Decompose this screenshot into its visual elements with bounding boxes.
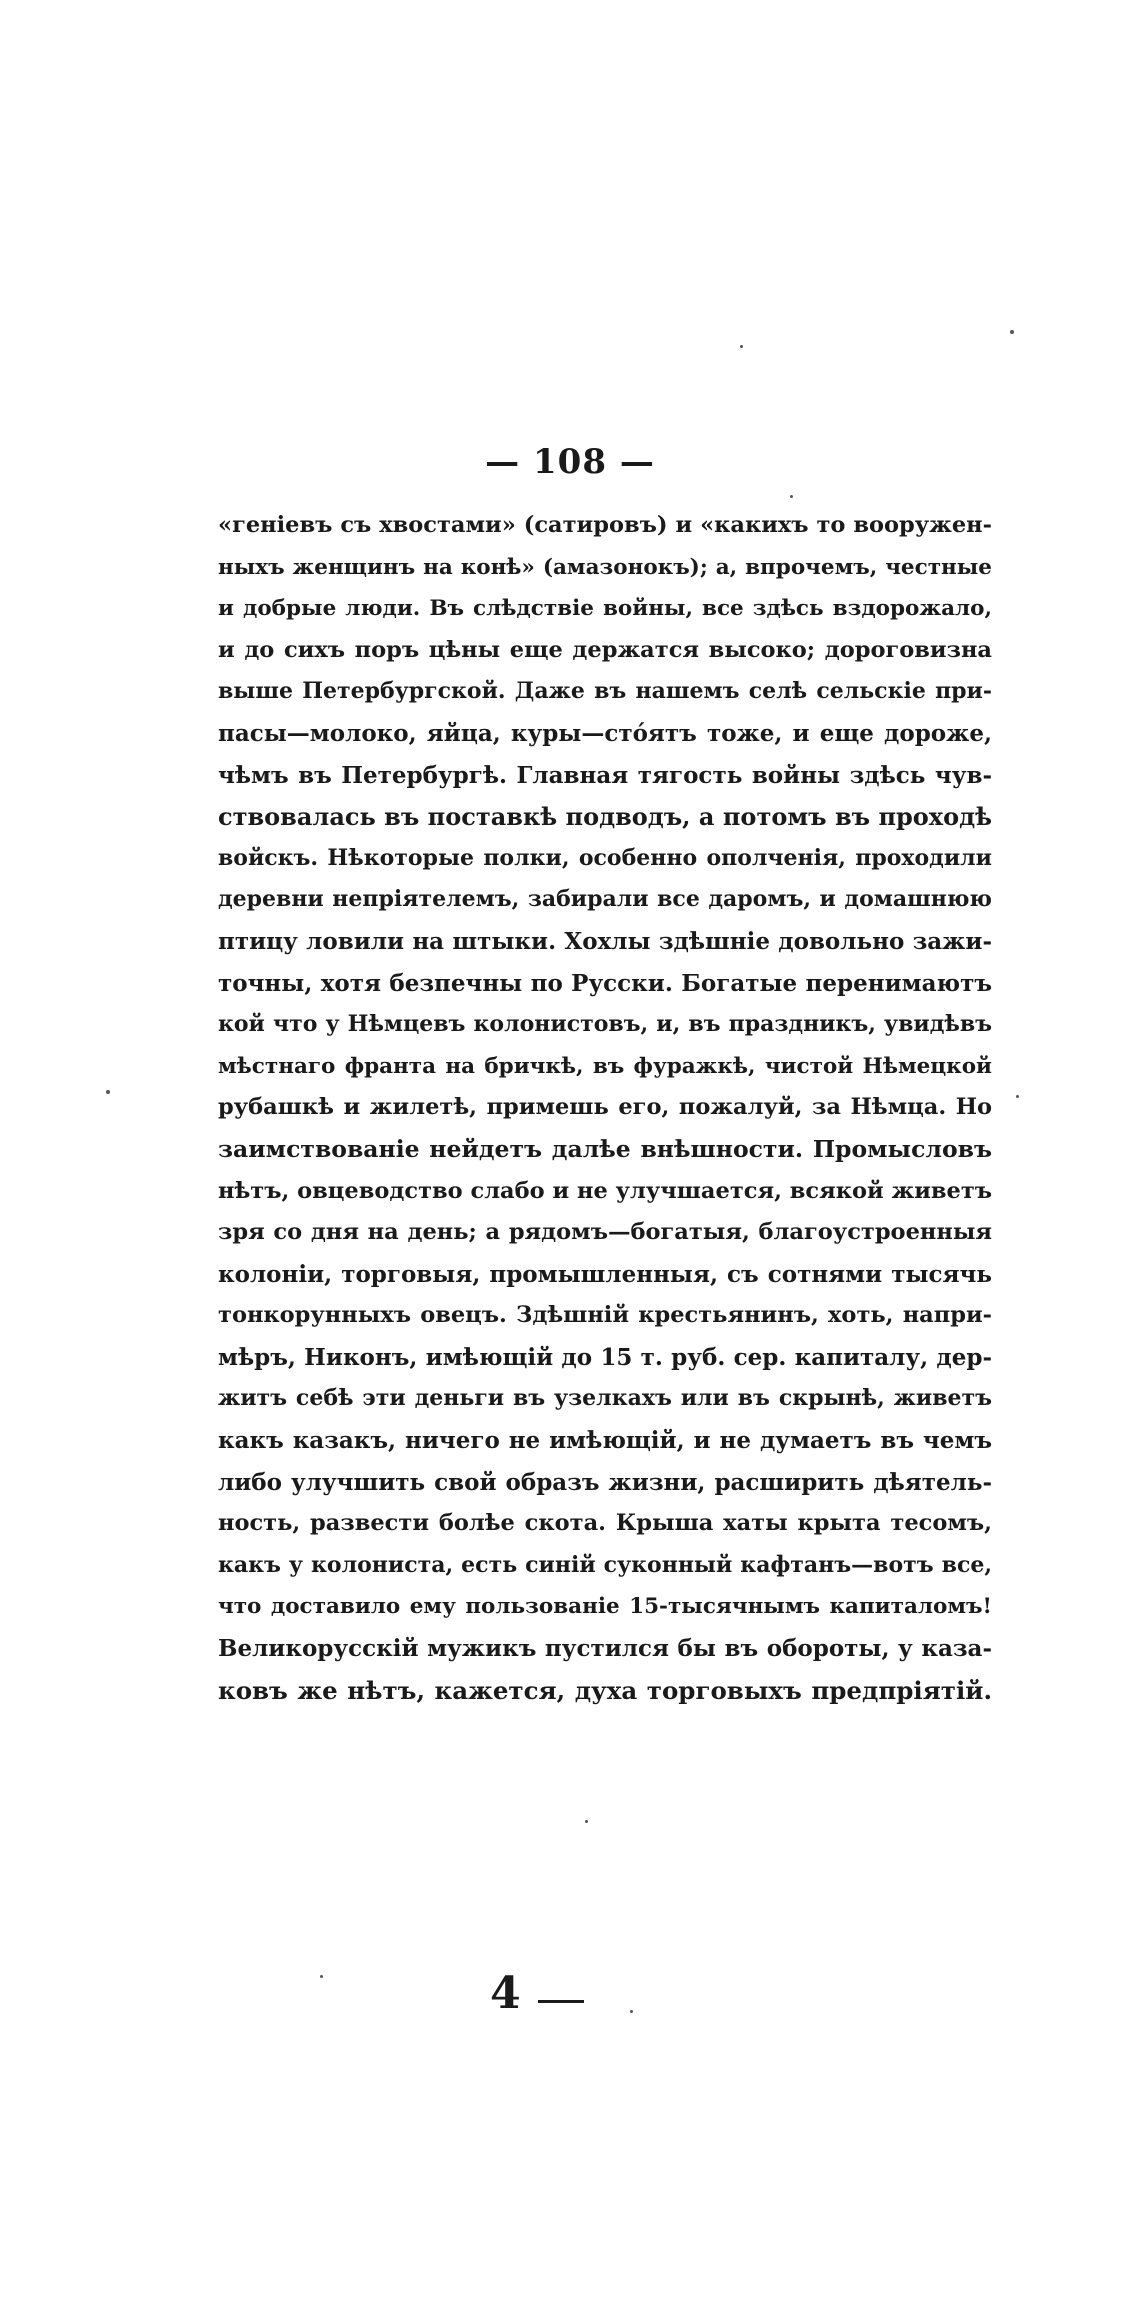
text-line: птицу ловили на штыки. Хохлы здѣшніе довольно зажи- — [218, 927, 992, 955]
text-line: Великорусскій мужикъ пустился бы въ обороты, у каза- — [218, 1635, 992, 1663]
scan-speck — [320, 1975, 323, 1978]
scan-speck — [790, 495, 793, 498]
scan-speck — [630, 2010, 633, 2013]
text-line: мѣръ, Никонъ, имѣющій до 15 т. руб. сер. капиталу, дер- — [218, 1343, 992, 1371]
text-line: ность, развести болѣе скота. Крыша хаты крыта тесомъ, — [218, 1510, 992, 1537]
signature-dash — [538, 2000, 584, 2003]
text-line: что доставило ему пользованіе 15-тысячнымъ капиталомъ! — [218, 1594, 992, 1620]
text-line: деревни непріятелемъ, забирали все даромъ, и домашнюю — [218, 886, 992, 913]
body-text — [218, 505, 992, 1711]
text-line: мѣстнаго франта на бричкѣ, въ фуражкѣ, чистой Нѣмецкой — [218, 1053, 992, 1079]
text-line: точны, хотя безпечны по Русски. Богатые перенимаютъ — [218, 969, 992, 997]
scan-speck — [1010, 330, 1014, 334]
text-line: заимствованіе нейдетъ далѣе внѣшности. Промысловъ — [218, 1134, 992, 1163]
text-line: либо улучшить свой образъ жизни, расширить дѣятель- — [218, 1468, 992, 1496]
scan-speck — [740, 345, 743, 348]
text-line: ныхъ женщинъ на конѣ» (амазонокъ); а, впрочемъ, честные — [218, 554, 992, 580]
text-line: ковъ же нѣтъ, кажется, духа торговыхъ предпріятій. — [218, 1675, 992, 1705]
signature-mark: 4 — [490, 1968, 521, 2019]
text-line: чѣмъ въ Петербургѣ. Главная тягость войны здѣсь чув- — [218, 761, 992, 789]
text-line: какъ у колониста, есть синій суконный кафтанъ—вотъ все, — [218, 1551, 992, 1578]
text-line: кой что у Нѣмцевъ колонистовъ, и, въ праздникъ, увидѣвъ — [218, 1011, 992, 1038]
text-line: и добрые люди. Въ слѣдствіе войны, все здѣсь вздорожало, — [218, 596, 992, 622]
text-line: ствовалась въ поставкѣ подводъ, а потомъ въ проходѣ — [218, 802, 992, 832]
text-line: житъ себѣ эти деньги въ узелкахъ или въ скрынѣ, живетъ — [218, 1385, 992, 1412]
text-line: зря со дня на день; а рядомъ—богатыя, благоустроенныя — [218, 1219, 992, 1246]
text-line: какъ казакъ, ничего не имѣющій, и не думаетъ въ чемъ — [218, 1427, 992, 1455]
text-line: нѣтъ, овцеводство слабо и не улучшается, всякой живетъ — [218, 1177, 992, 1204]
scan-speck — [1016, 1095, 1019, 1098]
text-line: колоніи, торговыя, промышленныя, съ сотнями тысячь — [218, 1260, 992, 1288]
text-line: «геніевъ съ хвостами» (сатировъ) и «какихъ то вооружен- — [218, 512, 992, 538]
page-number: — 108 — — [485, 442, 655, 482]
text-line: выше Петербургской. Даже въ нашемъ селѣ сельскіе при- — [218, 678, 992, 705]
scan-speck — [106, 1090, 110, 1094]
scan-speck — [585, 1820, 588, 1823]
text-line: войскъ. Нѣкоторые полки, особенно ополченія, проходили — [218, 844, 992, 871]
text-line: рубашкѣ и жилетѣ, примешь его, пожалуй, за Нѣмца. Но — [218, 1094, 992, 1121]
text-line: тонкорунныхъ овецъ. Здѣшній крестьянинъ, хоть, напри- — [218, 1302, 992, 1329]
text-line: и до сихъ поръ цѣны еще держатся высоко; дороговизна — [218, 636, 992, 663]
text-line: пасы—молоко, яйца, куры—стóятъ тоже, и еще дороже, — [218, 719, 992, 747]
